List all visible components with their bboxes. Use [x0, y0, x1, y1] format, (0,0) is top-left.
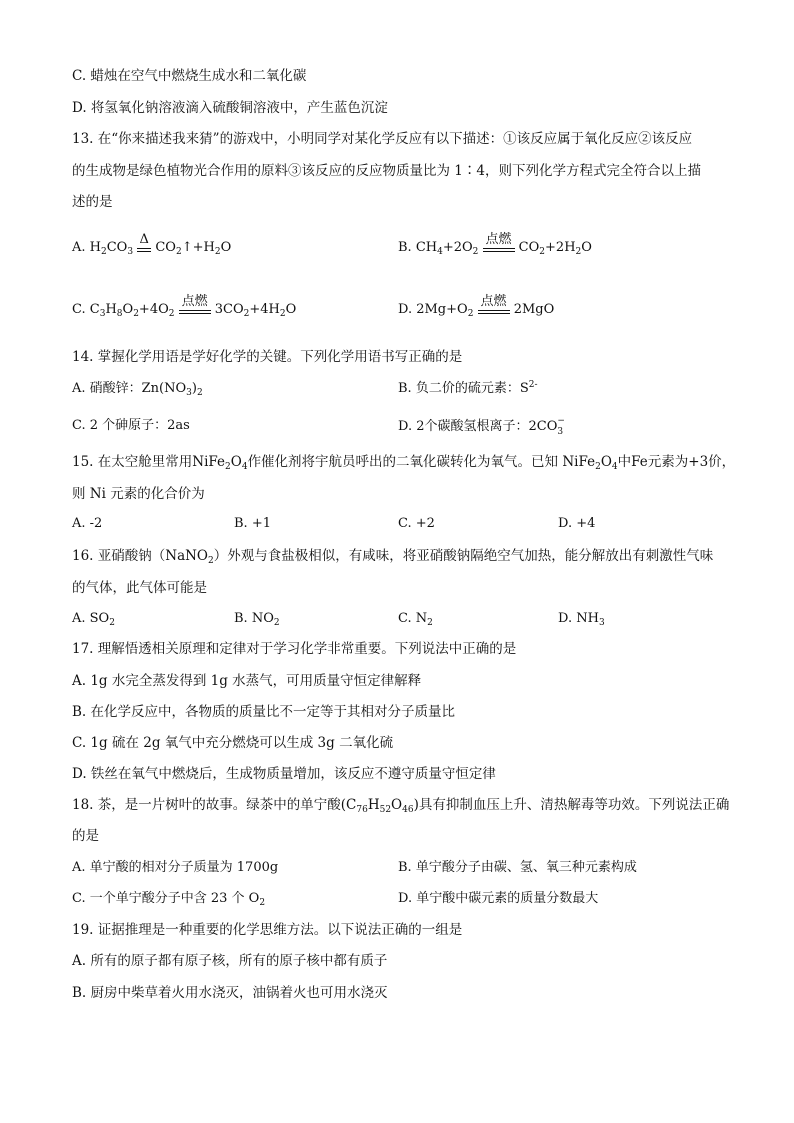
q15-stem-line2: 则 Ni 元素的化合价为 — [72, 486, 205, 502]
q15-option-a: A. -2 — [72, 516, 103, 531]
q13-option-d: D. $2Mg+O_2$ 点燃 2MgO — [398, 294, 555, 319]
q15-stem-line1: 15. 在太空舱里常用$NiFe_2O_4$作催化剂将宇航员呼出的二氧化碳转化为氧气。已知 $NiFe_2O_4$中Fe元素为+3价， — [72, 454, 736, 472]
delta-condition: Δ — [139, 232, 149, 247]
q18-stem-line2: 的是 — [72, 828, 99, 844]
q16-stem-line1: 16. 亚硝酸钠（NaNO$_2$）外观与食盐极相似，有咸味，将亚硝酸钠隔绝空气加热，能分解放出有刺激性气味 — [72, 548, 714, 566]
q15-option-c: C. +2 — [398, 516, 435, 531]
q18-stem-line1: 18. 茶，是一片树叶的故事。绿茶中的单宁酸$(C_{76}H_{52}O_{46})$具有抑制血压上升、清热解毒等功效。下列说法正确 — [72, 797, 730, 815]
q15-option-d: D. +4 — [558, 516, 596, 531]
q16-option-a: A. $SO_2$ — [72, 611, 115, 628]
q18-option-d: D. 单宁酸中碳元素的质量分数最大 — [398, 891, 599, 906]
q19-option-b: B. 厨房中柴草着火用水浇灭，油锅着火也可用水浇灭 — [72, 985, 388, 1001]
q14-option-c: C. 2 个砷原子：2as — [72, 418, 190, 433]
q19-stem: 19. 证据推理是一种重要的化学思维方法。以下说法正确的一组是 — [72, 922, 463, 938]
q14-stem: 14. 掌握化学用语是学好化学的关键。下列化学用语书写正确的是 — [72, 349, 463, 365]
ignite-condition: 点燃 — [480, 294, 507, 309]
q18-option-b: B. 单宁酸分子由碳、氢、氧三种元素构成 — [398, 860, 637, 875]
q17-option-b: B. 在化学反应中，各物质的质量比不一定等于其相对分子质量比 — [72, 704, 456, 720]
q17-option-d: D. 铁丝在氧气中燃烧后，生成物质量增加，该反应不遵守质量守恒定律 — [72, 766, 496, 782]
q14-option-d: D. 2个碳酸氢根离子：2CO − 3 — [398, 416, 565, 437]
q16-option-d: D. $NH_3$ — [558, 611, 605, 628]
q17-option-c: C. 1g 硫在 2g 氧气中充分燃烧可以生成 3g 二氧化硫 — [72, 735, 394, 751]
q14-option-a: A. 硝酸锌：$Zn(NO_3)_2$ — [72, 381, 203, 398]
q13-stem-line3: 述的是 — [72, 194, 113, 210]
q12-option-c: C. 蜡烛在空气中燃烧生成水和二氧化碳 — [72, 68, 307, 84]
q15-option-b: B. +1 — [234, 516, 271, 531]
q13-option-a: A. $H_2CO_3$ Δ $CO_2↑+H_2O$ — [72, 232, 232, 257]
q12-option-d: D. 将氢氧化钠溶液滴入硫酸铜溶液中，产生蓝色沉淀 — [72, 100, 388, 116]
q13-stem-line2: 的生成物是绿色植物光合作用的原料③该反应的反应物质量比为 1∶4，则下列化学方程式完全符合以上描 — [72, 163, 701, 179]
q17-option-a: A. 1g 水完全蒸发得到 1g 水蒸气，可用质量守恒定律解释 — [72, 673, 422, 689]
q17-stem: 17. 理解悟透相关原理和定律对于学习化学非常重要。下列说法中正确的是 — [72, 641, 517, 657]
q19-option-a: A. 所有的原子都有原子核，所有的原子核中都有质子 — [72, 953, 388, 969]
q14-option-b: B. 负二价的硫元素：$S^{2-}$ — [398, 380, 538, 396]
q16-option-b: B. $NO_2$ — [234, 611, 280, 628]
q13-option-b: B. $CH_4+2O_2$ 点燃 $CO_2+2H_2O$ — [398, 232, 592, 257]
q18-option-c: C. 一个单宁酸分子中含 23 个 $O_2$ — [72, 891, 266, 908]
ignite-condition: 点燃 — [485, 232, 512, 247]
ignite-condition: 点燃 — [181, 294, 208, 309]
q16-option-c: C. $N_2$ — [398, 611, 433, 628]
q13-option-c: C. $C_3H_8O_2+4O_2$ 点燃 $3CO_2+4H_2O$ — [72, 294, 297, 319]
q16-stem-line2: 的气体，此气体可能是 — [72, 580, 207, 596]
q18-option-a: A. 单宁酸的相对分子质量为 1700g — [72, 860, 279, 875]
q13-stem-line1: 13. 在“你来描述我来猜”的游戏中，小明同学对某化学反应有以下描述：①该反应属于氧化反应②该反应 — [72, 131, 693, 147]
